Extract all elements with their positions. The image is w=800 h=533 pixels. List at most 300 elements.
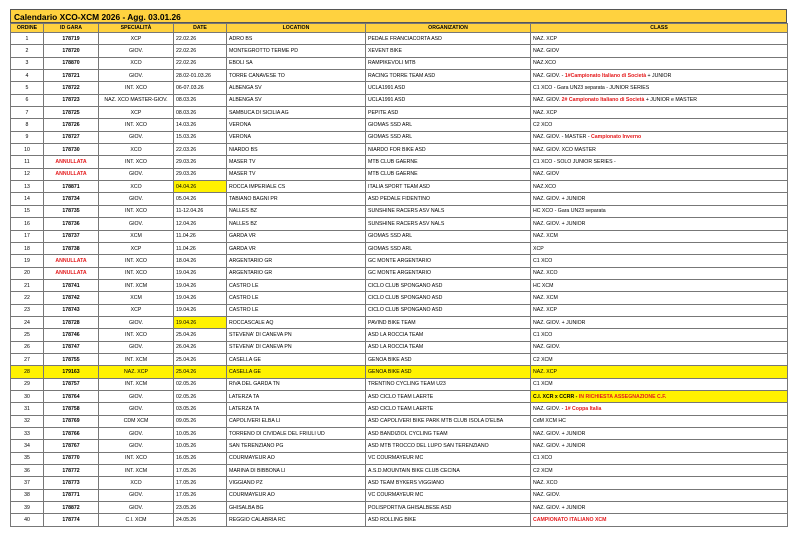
- table-row: [11, 329, 788, 341]
- cell-date: 14.03.26: [174, 119, 227, 131]
- cell-location: TORRE CANAVESE TO: [227, 70, 366, 82]
- cell-class: [531, 378, 788, 390]
- cell-class: [531, 366, 788, 378]
- cell-location: VERONA: [227, 119, 366, 131]
- cell-race-id: 178766: [44, 428, 99, 440]
- class-text: NAZ.XCO: [533, 60, 557, 67]
- cell-race-id: 178720: [44, 45, 99, 57]
- cell-specialty: INT. XCO: [99, 156, 174, 168]
- cell-location: RIVA DEL GARDA TN: [227, 378, 366, 390]
- cell-date: 19.04.26: [174, 304, 227, 316]
- cell-specialty: NAZ. XCP: [99, 366, 174, 378]
- cell-location: MARINA DI BIBBONA LI: [227, 465, 366, 477]
- cell-specialty: INT. XCO: [99, 119, 174, 131]
- cell-order: 40: [11, 514, 44, 526]
- cell-order: 16: [11, 218, 44, 230]
- cell-class: [531, 70, 788, 82]
- cell-location: GARDA VR: [227, 242, 366, 254]
- cell-date: 10.05.26: [174, 440, 227, 452]
- cell-class: [531, 242, 788, 254]
- class-suffix-text: + JUNIOR: [646, 72, 672, 79]
- class-text: HC XCO - Gara UN23 separata: [533, 208, 606, 215]
- table-row: [11, 94, 788, 106]
- cell-class: [531, 316, 788, 328]
- cell-class: [531, 502, 788, 514]
- table-row: [11, 218, 788, 230]
- cell-class: [531, 205, 788, 217]
- cell-order: 23: [11, 304, 44, 316]
- class-text: NAZ. GIOV. + JUNIOR: [533, 220, 586, 227]
- table-row: [11, 156, 788, 168]
- cell-specialty: XCP: [99, 304, 174, 316]
- cell-location: CASELLA GE: [227, 366, 366, 378]
- cell-location: LATERZA TA: [227, 390, 366, 402]
- cell-order: 21: [11, 279, 44, 291]
- cell-class: [531, 82, 788, 94]
- cell-order: 26: [11, 341, 44, 353]
- cell-class: [531, 440, 788, 452]
- cell-organization: ASD MTB TROCCO DEL LUPO SAN TERENZIANO: [366, 440, 531, 452]
- class-text: HC XCM: [533, 282, 554, 289]
- cell-order: 5: [11, 82, 44, 94]
- cell-specialty: INT. XCO: [99, 267, 174, 279]
- class-text: NAZ. XCM: [533, 233, 558, 240]
- cell-organization: VC COURMAYEUR MC: [366, 452, 531, 464]
- cell-organization: TRENTINO CYCLING TEAM U23: [366, 378, 531, 390]
- class-text: NAZ. XCO: [533, 480, 558, 487]
- cell-organization: ASD LA ROCCIA TEAM: [366, 341, 531, 353]
- cell-location: NALLES BZ: [227, 218, 366, 230]
- cell-location: CAPOLIVERI ELBA LI: [227, 415, 366, 427]
- cell-race-id: 178736: [44, 218, 99, 230]
- cell-date: 22.02.26: [174, 45, 227, 57]
- table-row: [11, 279, 788, 291]
- cell-specialty: GIOV.: [99, 390, 174, 402]
- cell-date: 17.05.26: [174, 489, 227, 501]
- cell-organization: ASD PEDALE FIDENTINO: [366, 193, 531, 205]
- cell-class: [531, 181, 788, 193]
- class-text: NAZ. XCM: [533, 294, 558, 301]
- cell-location: ROCCA IMPERIALE CS: [227, 181, 366, 193]
- cell-date: 22.02.26: [174, 57, 227, 69]
- cell-organization: GIOMAS SSD ARL: [366, 230, 531, 242]
- cell-organization: ASD CICLO TEAM LAERTE: [366, 390, 531, 402]
- cell-order: 4: [11, 70, 44, 82]
- class-text: NAZ. GIOV. -: [533, 405, 565, 412]
- cell-class: [531, 156, 788, 168]
- cell-order: 29: [11, 378, 44, 390]
- class-text: NAZ. XCP: [533, 109, 557, 116]
- cell-organization: UCLA1991 ASD: [366, 82, 531, 94]
- cell-organization: CICLO CLUB SPONGANO ASD: [366, 279, 531, 291]
- cell-order: 2: [11, 45, 44, 57]
- table-row: [11, 230, 788, 242]
- cell-organization: PEPITE ASD: [366, 107, 531, 119]
- table-row: [11, 353, 788, 365]
- cell-order: 27: [11, 353, 44, 365]
- cell-race-id: 178746: [44, 329, 99, 341]
- cell-organization: SUNSHINE RACERS ASV NALS: [366, 205, 531, 217]
- cell-location: ALBENGA SV: [227, 82, 366, 94]
- cell-class: [531, 465, 788, 477]
- class-text: C1 XCO: [533, 455, 553, 462]
- cell-location: COURMAYEUR AO: [227, 452, 366, 464]
- col-header-date: DATE: [174, 24, 227, 33]
- cell-race-id: 178737: [44, 230, 99, 242]
- cell-date: 08.03.26: [174, 107, 227, 119]
- class-text: NAZ. XCO: [533, 270, 558, 277]
- cell-date: 12.04.26: [174, 218, 227, 230]
- cell-organization: PEDALE FRANCIACORTA ASD: [366, 33, 531, 45]
- cell-race-id: 178734: [44, 193, 99, 205]
- col-header-location: LOCATION: [227, 24, 366, 33]
- class-text: C2 XCM: [533, 356, 553, 363]
- cell-location: LATERZA TA: [227, 403, 366, 415]
- cell-order: 15: [11, 205, 44, 217]
- cell-date: 22.02.26: [174, 33, 227, 45]
- cell-specialty: XCP: [99, 33, 174, 45]
- cell-date: 18.04.26: [174, 255, 227, 267]
- cell-class: [531, 390, 788, 402]
- cell-order: 11: [11, 156, 44, 168]
- sheet-title: Calendario XCO-XCM 2026 - Agg. 03.01.26: [10, 9, 787, 23]
- cell-location: SAN TERENZIANO PG: [227, 440, 366, 452]
- cell-race-id: 178773: [44, 477, 99, 489]
- cell-race-id: 178747: [44, 341, 99, 353]
- cell-specialty: XCO: [99, 477, 174, 489]
- cell-date: 11.04.26: [174, 230, 227, 242]
- cell-race-id: 178719: [44, 33, 99, 45]
- cell-location: GHISALBA BG: [227, 502, 366, 514]
- cell-specialty: GIOV.: [99, 489, 174, 501]
- cell-location: VERONA: [227, 131, 366, 143]
- cell-order: 20: [11, 267, 44, 279]
- cell-order: 14: [11, 193, 44, 205]
- table-row: [11, 378, 788, 390]
- table-row: [11, 366, 788, 378]
- cell-order: 6: [11, 94, 44, 106]
- cell-class: [531, 168, 788, 180]
- cell-organization: GC MONTE ARGENTARIO: [366, 255, 531, 267]
- cell-class: [531, 94, 788, 106]
- cell-order: 24: [11, 316, 44, 328]
- cell-organization: MTB CLUB GAERNE: [366, 156, 531, 168]
- cell-order: 35: [11, 452, 44, 464]
- cell-organization: A.S.D.MOUNTAIN BIKE CLUB CECINA: [366, 465, 531, 477]
- cell-class: [531, 292, 788, 304]
- cell-specialty: GIOV.: [99, 131, 174, 143]
- cell-specialty: C.I. XCM: [99, 514, 174, 526]
- table-row: [11, 107, 788, 119]
- cell-class: [531, 107, 788, 119]
- cell-order: 12: [11, 168, 44, 180]
- cell-organization: ITALIA SPORT TEAM ASD: [366, 181, 531, 193]
- cell-date: 23.05.26: [174, 502, 227, 514]
- cell-order: 36: [11, 465, 44, 477]
- cell-order: 10: [11, 144, 44, 156]
- cell-organization: VC COURMAYEUR MC: [366, 489, 531, 501]
- cell-location: CASELLA GE: [227, 353, 366, 365]
- cell-order: 1: [11, 33, 44, 45]
- cell-organization: ASD CICLO TEAM LAERTE: [366, 403, 531, 415]
- cell-order: 22: [11, 292, 44, 304]
- table-header-row: [11, 24, 788, 33]
- cell-class: [531, 428, 788, 440]
- table-row: [11, 440, 788, 452]
- class-text: NAZ. GIOV. + JUNIOR: [533, 319, 586, 326]
- cell-organization: ASD ROLLING BIKE: [366, 514, 531, 526]
- table-row: [11, 193, 788, 205]
- class-text: NAZ. GIOV.: [533, 492, 561, 499]
- class-text: CdM XCM HC: [533, 418, 566, 425]
- table-row: [11, 181, 788, 193]
- cell-specialty: GIOV.: [99, 502, 174, 514]
- cell-order: 3: [11, 57, 44, 69]
- cell-organization: XEVENT BIKE: [366, 45, 531, 57]
- cell-class: [531, 279, 788, 291]
- cell-race-id: 178764: [44, 390, 99, 402]
- cell-date: 26.04.26: [174, 341, 227, 353]
- table-row: [11, 465, 788, 477]
- table-row: [11, 57, 788, 69]
- table-row: [11, 477, 788, 489]
- cell-order: 7: [11, 107, 44, 119]
- cell-organization: RACING TORRE TEAM ASD: [366, 70, 531, 82]
- cell-specialty: GIOV.: [99, 168, 174, 180]
- cell-organization: RAMPIKEVOLI MTB: [366, 57, 531, 69]
- col-header-class: CLASS: [531, 24, 788, 33]
- cell-class: [531, 489, 788, 501]
- class-text: NAZ. GIOV.: [533, 97, 562, 104]
- cell-order: 28: [11, 366, 44, 378]
- col-header-order: ORDINE: [11, 24, 44, 33]
- cell-class: [531, 403, 788, 415]
- table-row: [11, 341, 788, 353]
- cell-date: 17.05.26: [174, 477, 227, 489]
- cell-race-id: 178872: [44, 502, 99, 514]
- cell-race-id: 178727: [44, 131, 99, 143]
- cell-date: 24.05.26: [174, 514, 227, 526]
- cell-date: 06-07.03.26: [174, 82, 227, 94]
- cell-organization: CICLO CLUB SPONGANO ASD: [366, 304, 531, 316]
- cell-specialty: CDM XCM: [99, 415, 174, 427]
- cell-organization: GC MONTE ARGENTARIO: [366, 267, 531, 279]
- cell-location: REGGIO CALABRIA RC: [227, 514, 366, 526]
- table-row: [11, 255, 788, 267]
- cell-class: [531, 218, 788, 230]
- cell-race-id: ANNULLATA: [44, 267, 99, 279]
- cell-order: 37: [11, 477, 44, 489]
- cell-location: TORRENO DI CIVIDALE DEL FRIULI UD: [227, 428, 366, 440]
- cell-race-id: 178767: [44, 440, 99, 452]
- cell-date: 22.03.26: [174, 144, 227, 156]
- class-text: NAZ. GIOV. + JUNIOR: [533, 504, 586, 511]
- cell-location: ALBENGA SV: [227, 94, 366, 106]
- cell-order: 9: [11, 131, 44, 143]
- cell-date: 19.04.26: [174, 279, 227, 291]
- cell-order: 39: [11, 502, 44, 514]
- cell-date: 04.04.26: [174, 181, 227, 193]
- cell-order: 19: [11, 255, 44, 267]
- races-table: [10, 23, 788, 527]
- cell-specialty: GIOV.: [99, 193, 174, 205]
- cell-order: 13: [11, 181, 44, 193]
- cell-location: VIGGIANO PZ: [227, 477, 366, 489]
- class-text: NAZ. GIOV. XCO MASTER: [533, 146, 596, 153]
- table-row: [11, 390, 788, 402]
- cell-date: 10.05.26: [174, 428, 227, 440]
- class-text: C1 XCO - SOLO JUNIOR SERIES -: [533, 159, 616, 166]
- cell-specialty: GIOV.: [99, 316, 174, 328]
- cell-specialty: GIOV.: [99, 341, 174, 353]
- cell-date: 17.05.26: [174, 465, 227, 477]
- table-row: [11, 70, 788, 82]
- cell-race-id: 178741: [44, 279, 99, 291]
- class-text: NAZ. GIOV.: [533, 344, 561, 351]
- class-text: NAZ. GIOV. + JUNIOR: [533, 443, 586, 450]
- cell-location: EBOLI SA: [227, 57, 366, 69]
- class-text: NAZ. GIOV. + JUNIOR: [533, 430, 586, 437]
- cell-race-id: 178735: [44, 205, 99, 217]
- cell-race-id: 178723: [44, 94, 99, 106]
- cell-class: [531, 477, 788, 489]
- cell-organization: POLISPORTIVA GHISALBESE ASD: [366, 502, 531, 514]
- cell-specialty: XCP: [99, 107, 174, 119]
- cell-class: [531, 57, 788, 69]
- cell-date: 02.05.26: [174, 390, 227, 402]
- cell-date: 15.03.26: [174, 131, 227, 143]
- cell-class: [531, 329, 788, 341]
- table-row: [11, 428, 788, 440]
- cell-race-id: 178770: [44, 452, 99, 464]
- cell-race-id: 178769: [44, 415, 99, 427]
- table-row: [11, 415, 788, 427]
- cell-location: MASER TV: [227, 168, 366, 180]
- cell-location: MONTEGROTTO TERME PD: [227, 45, 366, 57]
- cell-specialty: XCP: [99, 242, 174, 254]
- table-row: [11, 514, 788, 526]
- cell-organization: ASD BANDIZIOL CYCLING TEAM: [366, 428, 531, 440]
- cell-race-id: 178742: [44, 292, 99, 304]
- class-text: C2 XCO: [533, 122, 553, 129]
- class-text: XCP: [533, 245, 544, 252]
- cell-organization: SUNSHINE RACERS ASV NALS: [366, 218, 531, 230]
- cell-organization: ASD TEAM BYKERS VIGGIANO: [366, 477, 531, 489]
- table-row: [11, 168, 788, 180]
- class-text: C.I. XCR x CCRR -: [533, 393, 579, 400]
- cell-specialty: XCM: [99, 292, 174, 304]
- cell-specialty: NAZ. XCO MASTER-GIOV.: [99, 94, 174, 106]
- cell-specialty: XCM: [99, 230, 174, 242]
- calendar-sheet: [10, 9, 787, 527]
- cell-race-id: ANNULLATA: [44, 168, 99, 180]
- cell-organization: ASD LA ROCCIA TEAM: [366, 329, 531, 341]
- cell-date: 03.05.26: [174, 403, 227, 415]
- col-header-specialty: SPECIALITÀ: [99, 24, 174, 33]
- class-text: C1 XCO: [533, 257, 553, 264]
- cell-location: CASTRO LE: [227, 292, 366, 304]
- cell-specialty: XCO: [99, 57, 174, 69]
- cell-specialty: INT. XCO: [99, 452, 174, 464]
- table-row: [11, 403, 788, 415]
- cell-class: [531, 193, 788, 205]
- cell-order: 31: [11, 403, 44, 415]
- cell-class: [531, 267, 788, 279]
- cell-date: 19.04.26: [174, 292, 227, 304]
- class-highlight-text: IN RICHIESTA ASSEGNAZIONE C.F.: [578, 393, 667, 400]
- cell-date: 08.03.26: [174, 94, 227, 106]
- table-row: [11, 304, 788, 316]
- cell-date: 11-12.04.26: [174, 205, 227, 217]
- cell-class: [531, 514, 788, 526]
- cell-class: [531, 341, 788, 353]
- class-text: NAZ. XCP: [533, 368, 557, 375]
- class-text: C1 XCM: [533, 381, 553, 388]
- cell-class: [531, 144, 788, 156]
- table-row: [11, 452, 788, 464]
- cell-race-id: 178743: [44, 304, 99, 316]
- cell-race-id: 178771: [44, 489, 99, 501]
- table-row: [11, 144, 788, 156]
- cell-order: 30: [11, 390, 44, 402]
- cell-organization: GENOA BIKE ASD: [366, 366, 531, 378]
- cell-race-id: 178722: [44, 82, 99, 94]
- cell-date: 09.05.26: [174, 415, 227, 427]
- cell-location: ARGENTARIO GR: [227, 267, 366, 279]
- cell-specialty: INT. XCO: [99, 82, 174, 94]
- cell-specialty: GIOV.: [99, 440, 174, 452]
- cell-location: GARDA VR: [227, 230, 366, 242]
- cell-location: NALLES BZ: [227, 205, 366, 217]
- cell-specialty: INT. XCM: [99, 279, 174, 291]
- cell-race-id: 178725: [44, 107, 99, 119]
- cell-date: 19.04.26: [174, 316, 227, 328]
- cell-date: 25.04.26: [174, 353, 227, 365]
- cell-class: [531, 230, 788, 242]
- cell-specialty: GIOV.: [99, 218, 174, 230]
- table-row: [11, 489, 788, 501]
- cell-class: [531, 255, 788, 267]
- class-text: NAZ.XCO: [533, 183, 557, 190]
- col-header-organization: ORGANIZATION: [366, 24, 531, 33]
- cell-race-id: 178871: [44, 181, 99, 193]
- cell-specialty: GIOV.: [99, 70, 174, 82]
- cell-order: 38: [11, 489, 44, 501]
- cell-specialty: XCO: [99, 181, 174, 193]
- class-text: NAZ. XCP: [533, 307, 557, 314]
- cell-specialty: INT. XCO: [99, 205, 174, 217]
- cell-class: [531, 304, 788, 316]
- cell-race-id: 179163: [44, 366, 99, 378]
- cell-race-id: 178721: [44, 70, 99, 82]
- cell-organization: NIARDO FOR BIKE ASD: [366, 144, 531, 156]
- class-text: C1 XCO - Gara UN23 separata - JUNIOR SERIES: [533, 85, 650, 92]
- cell-location: STEVENA' DI CANEVA PN: [227, 329, 366, 341]
- cell-order: 8: [11, 119, 44, 131]
- cell-organization: ASD CAPOLIVERI BIKE PARK MTB CLUB ISOLA D'ELBA: [366, 415, 531, 427]
- table-row: [11, 119, 788, 131]
- table-row: [11, 33, 788, 45]
- cell-date: 05.04.26: [174, 193, 227, 205]
- cell-location: CASTRO LE: [227, 304, 366, 316]
- table-row: [11, 242, 788, 254]
- cell-location: SAMBUCA DI SICILIA AG: [227, 107, 366, 119]
- cell-race-id: 178730: [44, 144, 99, 156]
- cell-specialty: INT. XCO: [99, 255, 174, 267]
- cell-order: 33: [11, 428, 44, 440]
- cell-date: 29.03.26: [174, 168, 227, 180]
- cell-organization: MTB CLUB GAERNE: [366, 168, 531, 180]
